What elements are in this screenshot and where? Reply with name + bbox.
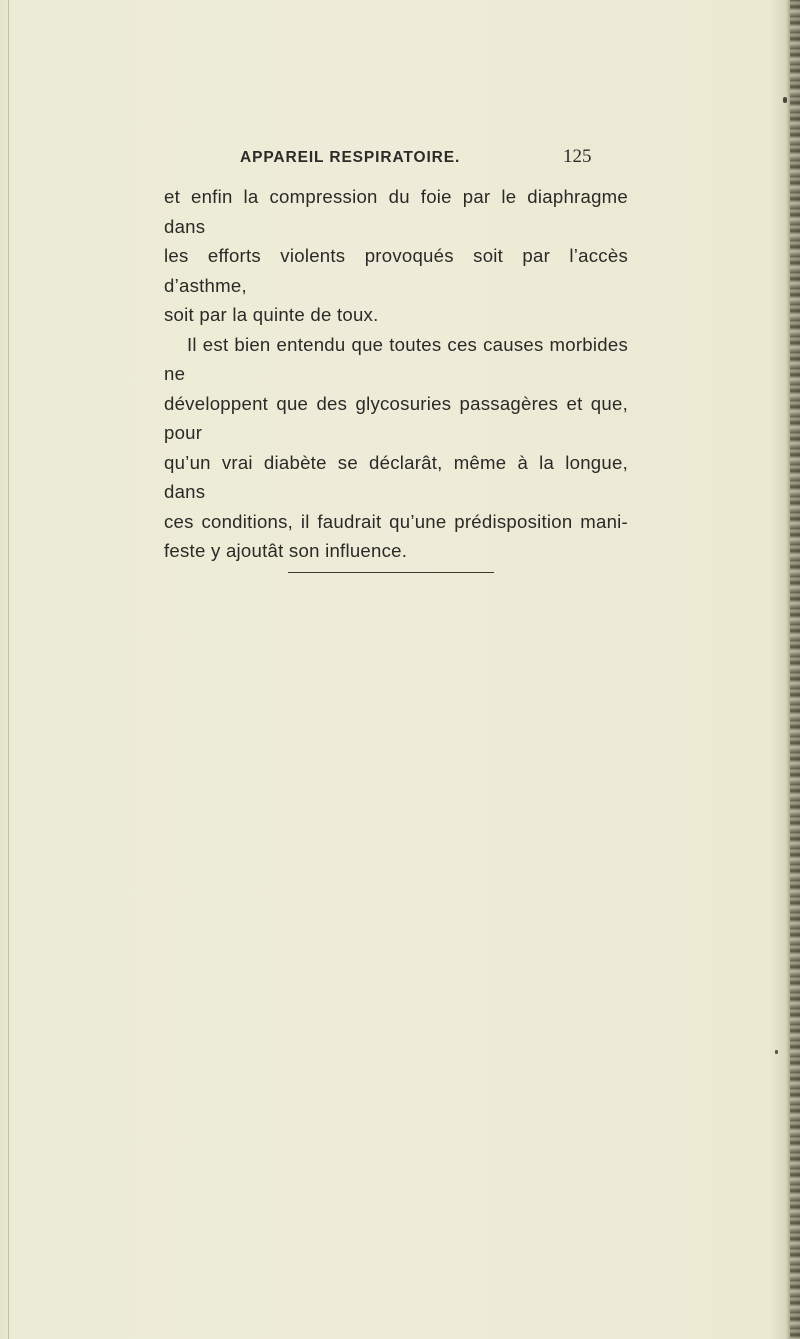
page-left-edge xyxy=(8,0,9,1339)
paragraph-2 xyxy=(164,330,628,537)
text-line: soit par la quinte de toux. xyxy=(164,304,379,325)
paragraph-2-end xyxy=(164,536,628,566)
text-line: ces conditions, il faudrait qu’une prédisposition mani- xyxy=(164,510,628,532)
section-divider-rule xyxy=(288,572,494,573)
text-line: développent que des glycosuries passagères et que, pour xyxy=(164,392,628,443)
paragraph-1 xyxy=(164,182,628,300)
running-title: APPAREIL RESPIRATOIRE. xyxy=(240,149,461,166)
text-line: les efforts violents provoqués soit par l’accès d’asthme, xyxy=(164,245,628,296)
paper-speck xyxy=(783,97,787,103)
text-line: Il est bien entendu que toutes ces causes morbides ne xyxy=(164,333,628,384)
body-text xyxy=(164,182,628,566)
paragraph-1-end xyxy=(164,300,628,330)
page-binding-edge xyxy=(790,0,800,1339)
page-number: 125 xyxy=(563,146,592,167)
text-line: qu’un vrai diabète se déclarât, même à la longue, dans xyxy=(164,451,628,502)
text-line: et enfin la compression du foie par le diaphragme dans xyxy=(164,186,628,237)
paper-speck xyxy=(775,1050,778,1054)
page-header xyxy=(240,146,620,168)
text-line: feste y ajoutât son influence. xyxy=(164,540,408,561)
